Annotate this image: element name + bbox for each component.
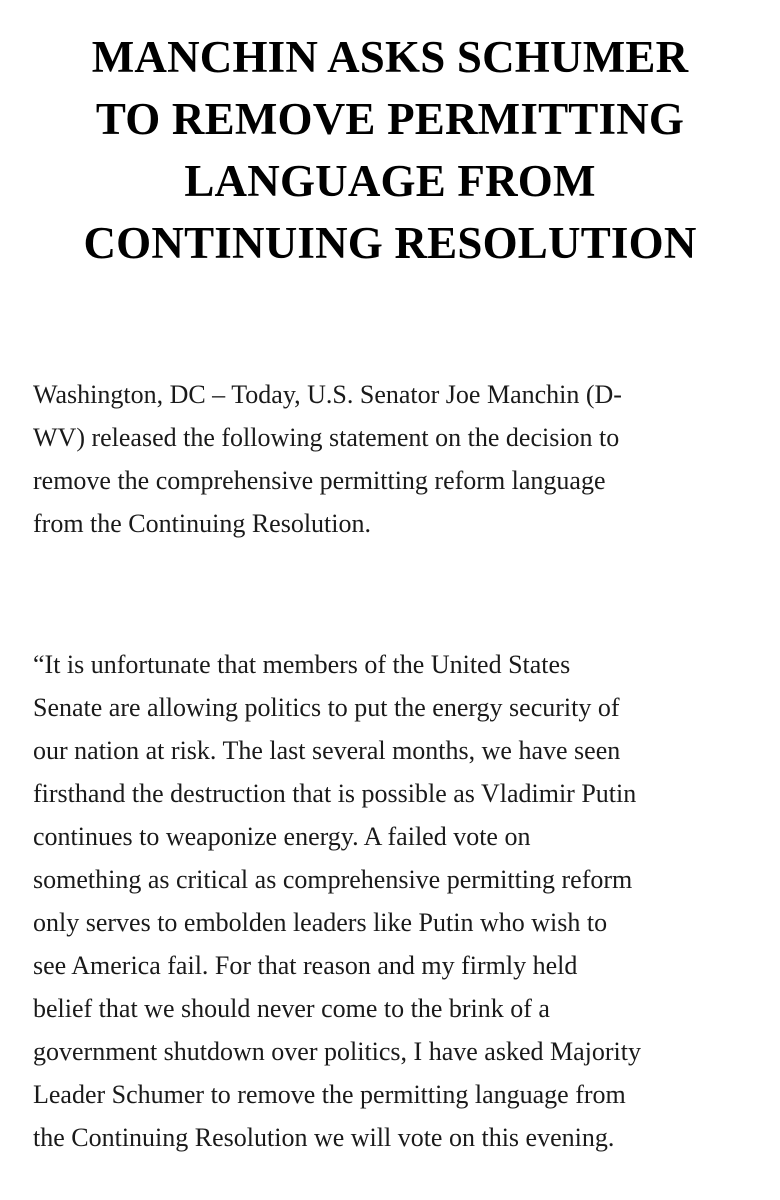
quote-line: “It is unfortunate that members of the United States	[33, 650, 571, 679]
quote-line: continues to weaponize energy. A failed vote on	[33, 822, 531, 851]
intro-paragraph	[33, 373, 753, 545]
intro-line: Washington, DC – Today, U.S. Senator Joe Manchin (D-	[33, 380, 622, 409]
title-line: TO REMOVE PERMITTING	[95, 94, 685, 144]
quote-line: only serves to embolden leaders like Putin who wish to	[33, 908, 608, 937]
quote-paragraph	[33, 643, 753, 1159]
quote-line: something as critical as comprehensive permitting reform	[33, 865, 633, 894]
quote-line: our nation at risk. The last several months, we have seen	[33, 736, 621, 765]
quote-line: belief that we should never come to the brink of a	[33, 994, 550, 1023]
intro-line: from the Continuing Resolution.	[33, 509, 371, 538]
quote-line: the Continuing Resolution we will vote on this evening.	[33, 1123, 615, 1152]
quote-line: see America fail. For that reason and my firmly held	[33, 951, 578, 980]
quote-line: government shutdown over politics, I have asked Majority	[33, 1037, 641, 1066]
title-line: CONTINUING RESOLUTION	[83, 218, 697, 268]
quote-line: Leader Schumer to remove the permitting language from	[33, 1080, 626, 1109]
quote-line: firsthand the destruction that is possible as Vladimir Putin	[33, 779, 637, 808]
quote-line: Senate are allowing politics to put the energy security of	[33, 693, 620, 722]
title-line: MANCHIN ASKS SCHUMER	[91, 32, 689, 82]
intro-line: remove the comprehensive permitting reform language	[33, 466, 606, 495]
intro-line: WV) released the following statement on the decision to	[33, 423, 620, 452]
title-line: LANGUAGE FROM	[184, 156, 596, 206]
press-release-title	[20, 26, 760, 274]
